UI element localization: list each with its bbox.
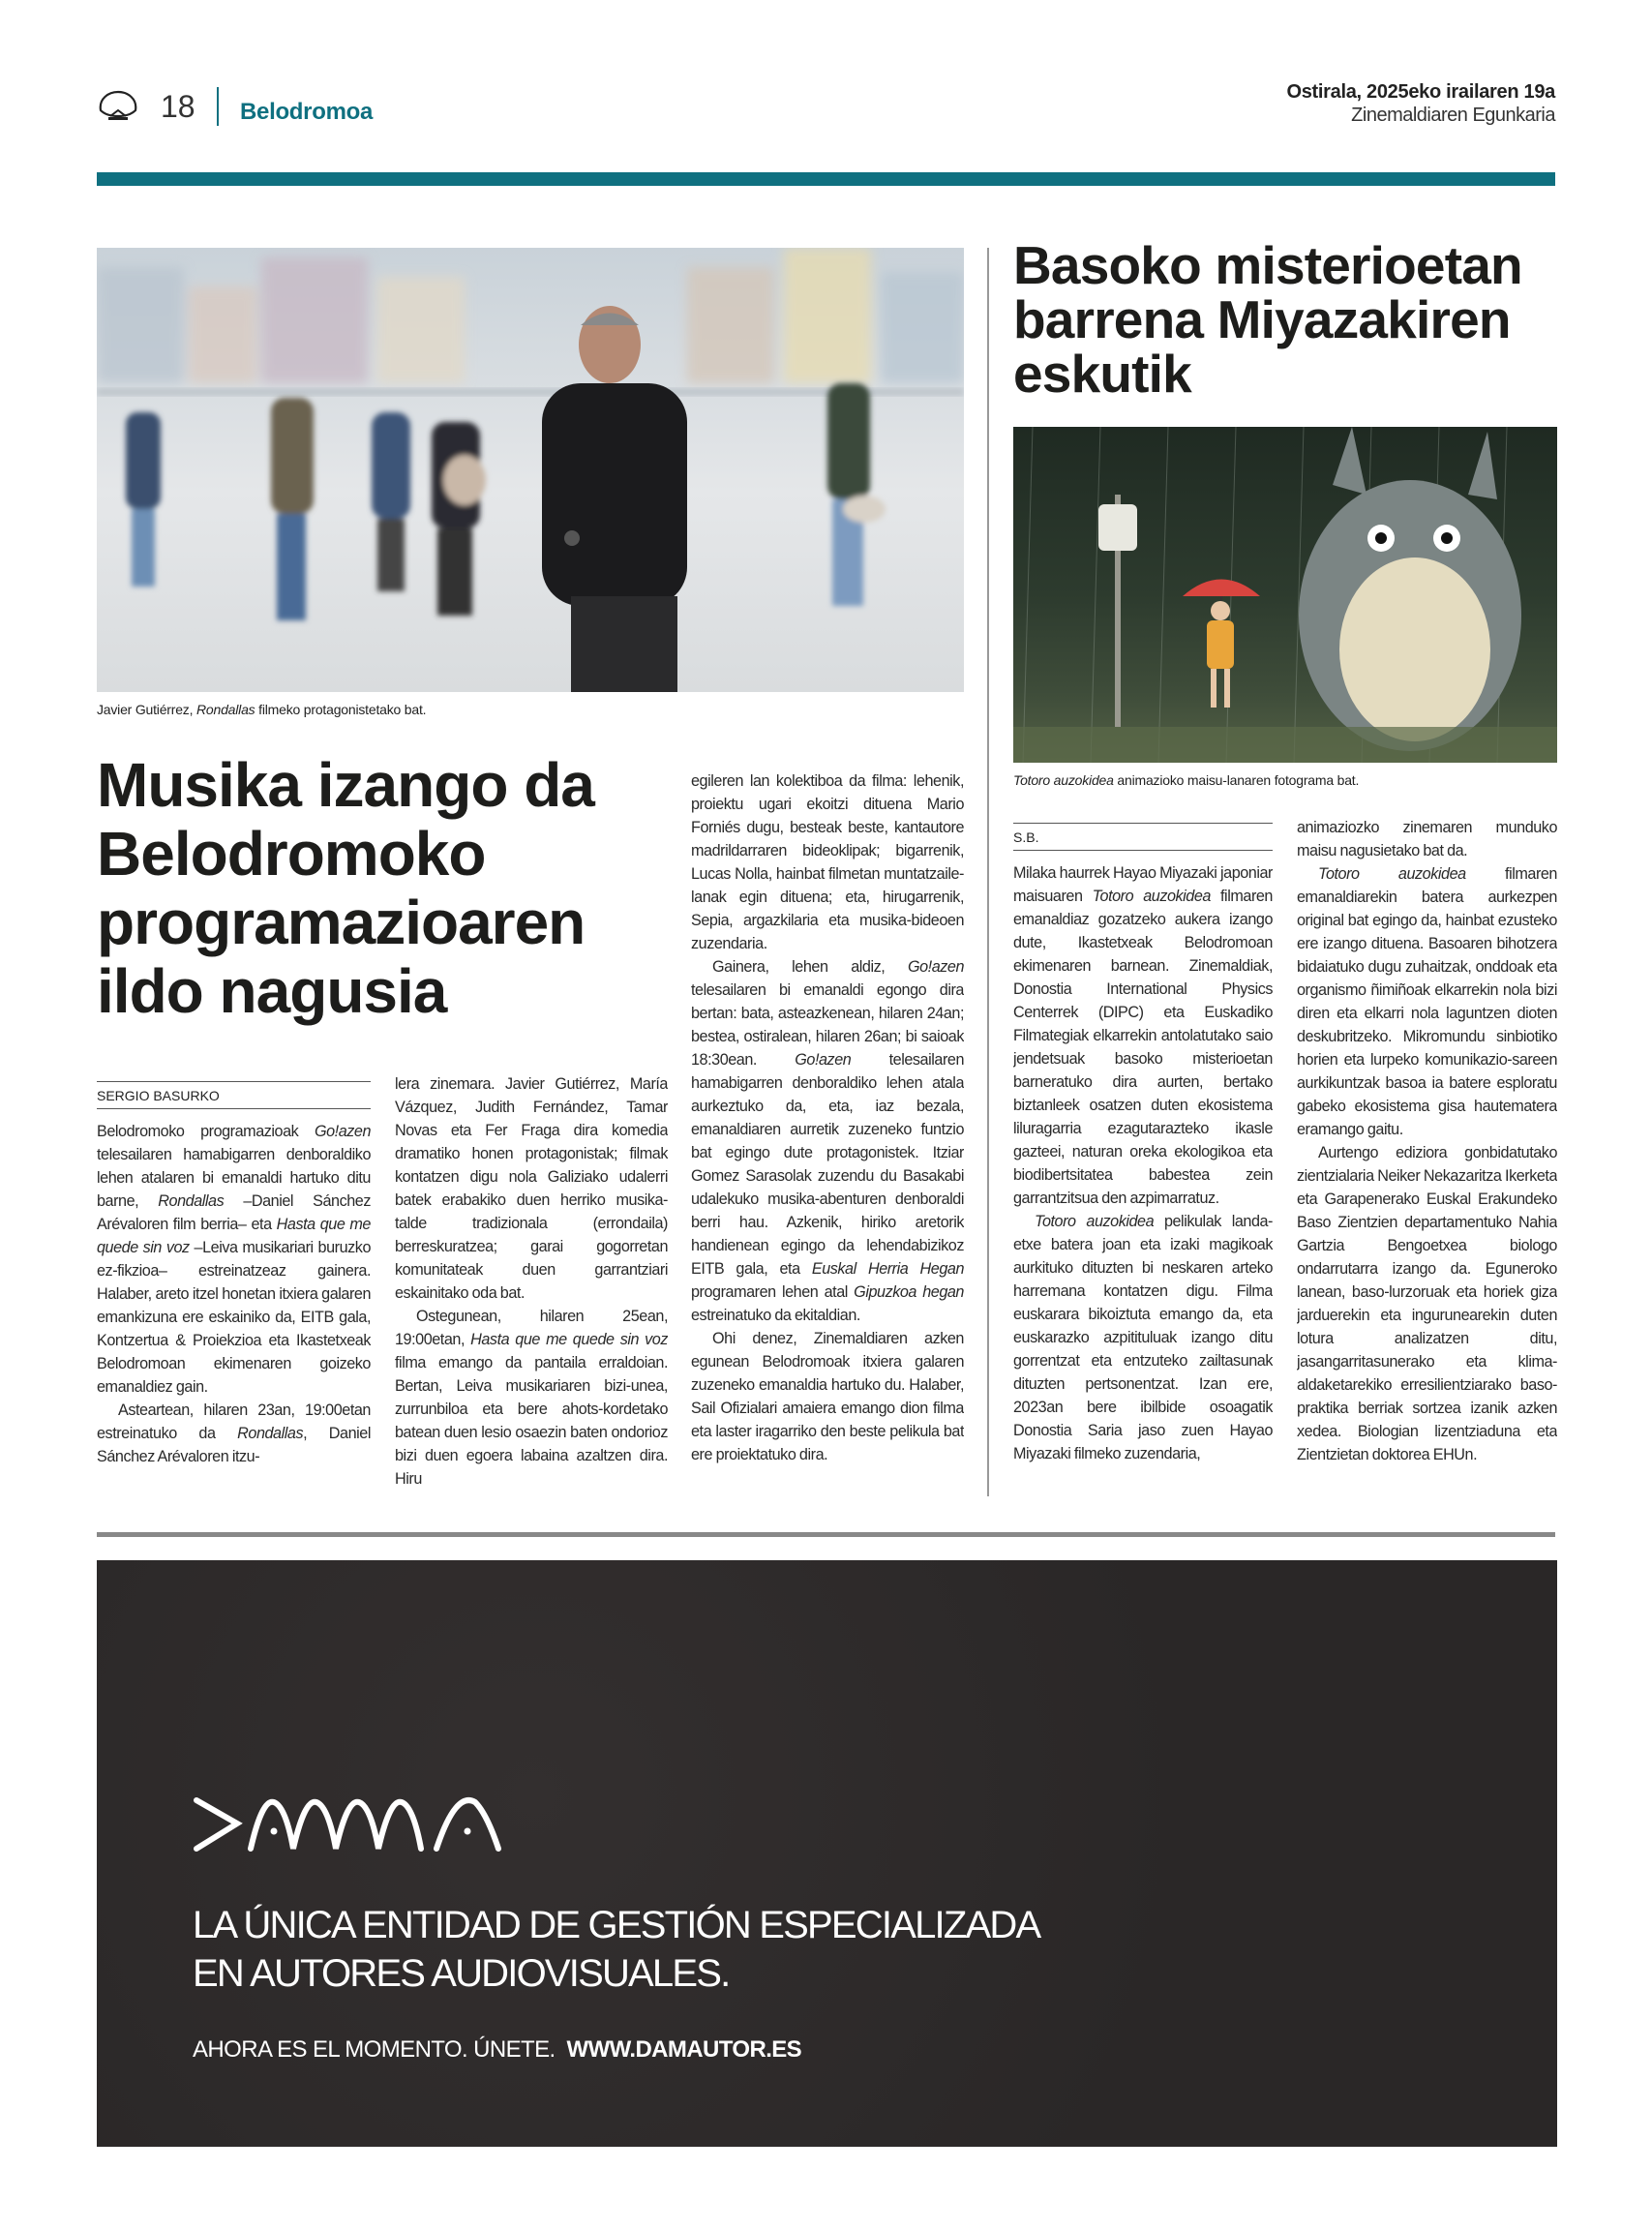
text-run: egileren lan kolektiboa da filma: lehenik, proiektu ugari ekoitzi dituena Mario Forniés dugu, besteak beste, kantautore madrildarraren bideoklipak; bigarrenik, Lucas Nolla, hainbat filmetan muntatzaile-lanak egin dituena; eta, hirugarrenik, Sepia, argazkilaria eta musika-bideoen zuzendaria. [691, 772, 964, 952]
side-article-column-1 [1013, 861, 1273, 1497]
dama-logo [193, 1794, 506, 1854]
italic-title-text: Rondallas [237, 1425, 304, 1442]
paragraph [1013, 861, 1273, 1210]
scallop-shell-icon [97, 89, 139, 124]
text-run: Milaka haurrek Hayao Miyazaki japoniar maisuaren [1013, 864, 1273, 905]
ad-headline [193, 1901, 1039, 1998]
text-run: Gainera, lehen aldiz, [712, 958, 908, 976]
issue-date: Ostirala, 2025eko irailaren 19a [1286, 81, 1555, 103]
side-article-byline: S.B. [1013, 823, 1273, 851]
ad-headline-line-2: EN AUTORES AUDIOVISUALES. [193, 1952, 730, 1995]
photo-scene [1013, 427, 1557, 763]
photo-caption-side [1013, 772, 1359, 788]
italic-title-text: Rondallas [196, 702, 255, 717]
header-divider [217, 87, 219, 126]
paragraph [97, 1120, 371, 1399]
paragraph [1297, 1141, 1557, 1466]
paragraph [1297, 862, 1557, 1141]
italic-title-text: Totoro [1013, 772, 1054, 788]
italic-title-text: Hasta que me quede sin voz [97, 1216, 371, 1256]
text-run: –Daniel Sánchez Arévaloren film berria– eta [97, 1192, 371, 1233]
text-run: estreinatuko da ekitaldian. [691, 1307, 860, 1324]
paragraph [691, 955, 964, 1327]
main-article-column-2 [395, 1072, 668, 1498]
text-run: telesailaren bi emanaldi egongo dira bertan: bata, asteazkenean, hilaren 24an; bestea, ostiralean, hilaren 26an; bi saioak 18:30ean. [691, 981, 964, 1069]
side-article-column-2 [1297, 816, 1557, 1497]
text-run: –Leiva musikariari buruzko ez-fikzioa– estreinatzeaz gainera. Halaber, areto itzel honetan itxiera galaren emankizuna ere eskainiko da, EITB gala, Kontzertua & Proiekzioa eta Ikastetxeak Belodromoan ekimenaren goizeko emanaldiez gain. [97, 1239, 371, 1396]
italic-title-text: Euskal Herria Hegan [811, 1260, 964, 1278]
main-article-headline: Musika izango da Belodromoko programazioaren ildo nagusia [97, 750, 594, 1026]
ad-headline-line-1: LA ÚNICA ENTIDAD DE GESTIÓN ESPECIALIZADA [193, 1904, 1040, 1946]
text-run: telesailaren hamabigarren denboraldiko lehen atalaren bi emanaldi hartuko ditu barne, [97, 1146, 371, 1210]
main-article-byline: SERGIO BASURKO [97, 1081, 371, 1109]
text-run: filma emango da pantaila erraldoian. Bertan, Leiva musikariaren bizi-unea, zurrunbiloa eta bere ahots-kordetako batean duen lesio osaezin baten ondorioz bizi duen egoera labaina azaltzen dira. Hiru [395, 1354, 668, 1488]
italic-title-text: Totoro auzokidea [1092, 888, 1211, 905]
text-run: , Daniel Sánchez Arévaloren itzu- [97, 1425, 371, 1465]
italic-title-text: Totoro auzokidea [1035, 1213, 1155, 1230]
paragraph [1013, 1210, 1273, 1465]
text-run: Javier Gutiérrez, [97, 702, 196, 717]
paragraph [691, 1327, 964, 1466]
text-run: filmaren emanaldiaz gozatzeko aukera izango dute, Ikastetxeak Belodromoan ekimenaren barnean. Zinemaldiak, Donostia International Physics Centerrek (DIPC) eta Euskadiko Filmategiak elkarrekin antolatutako saio jendetsuak basoko misterioetan barneratuko dira aurten, bertako biztanleek osatzen duten ekosistema liluragarria ezagutarazteko ikasle gazteei, naturan oreka ekologikoa eta biodibertsitatea babestea zein garrantzitsua den azpimarratuz. [1013, 888, 1273, 1207]
photo-scene [97, 248, 964, 692]
text-run: filmaren emanaldiarekin batera aurkezpen original bat egingo da, hainbat ezusteko ere izango dituena. Basoaren bihotzera bidaiatuko dugu zuhaitzak, onddoak eta organismo ñimiñoak elkarrekin nola bizi diren eta elkarri nola laguntzen dioten deskubritzeko. Mikromundu sinbiotiko horien eta lurpeko komunikazio-sareen aurkikuntzak basoa ia batere esploratu gabeko ekosistema gisa hautematera eramango gaitu. [1297, 865, 1557, 1138]
italic-title-text: Totoro auzokidea [1318, 865, 1466, 883]
italic-title-text: Gipuzkoa hegan [854, 1283, 964, 1301]
text-run: pelikulak landa-etxe batera joan eta izaki magikoak aurkituko dituzten bi neskaren arteko harremana kontatzen digu. Filma euskarara bikoiztuta emango da, eta euskarazko azpitituluak izango ditu gorrentzat eta entzuteko zailtasunak dituzten pertsonentzat. Izan ere, 2023an bere ibilbide osoagatik Donostia Saria jaso zuen Hayao Miyazaki filmeko zuzendaria, [1013, 1213, 1273, 1462]
paragraph [97, 1399, 371, 1468]
ad-tagline [193, 2036, 801, 2064]
text-run: Aurtengo ediziora gonbidatutako zientzialaria Neiker Nekazaritza Ikerketa eta Garapenerako Euskal Erakundeko Baso Zientzien departamentuko Nahia Gartzia Bengoetxea biologo ondarrutarra izango da. Eguneroko lanean, baso-lurzoruak eta horiek giza jarduerekin eta ingurunearekin duten lotura analizatzen ditu, jasangarritasunerako eta klima-aldaketarekiko erresilientziarako baso-praktika berriak sortzea izanik azken xedea. Biologian lizentziaduna eta Zientzietan doktorea EHUn. [1297, 1144, 1557, 1463]
ad-tagline-text: AHORA ES EL MOMENTO. ÚNETE. [193, 2036, 556, 2063]
article-photo-rondallas [97, 248, 964, 692]
text-run: Ostegunean, hilaren 25ean, 19:00etan, [395, 1308, 668, 1348]
italic-title-text: Go!azen [314, 1123, 371, 1140]
text-run: filmeko protagonistetako bat. [255, 702, 427, 717]
text-run: animaziozko zinemaren munduko maisu nagusietako bat da. [1297, 819, 1557, 859]
text-run: Belodromoko programazioak [97, 1123, 315, 1140]
ad-url-link[interactable]: WWW.DAMAUTOR.ES [566, 2036, 802, 2063]
italic-title-text: Rondallas [158, 1192, 225, 1210]
paragraph [1297, 816, 1557, 862]
header-bar [97, 172, 1555, 186]
ad-separator-rule [97, 1532, 1555, 1537]
paragraph [395, 1072, 668, 1305]
photo-caption-main [97, 702, 426, 717]
publication-name: Zinemaldiaren Egunkaria [1351, 105, 1555, 126]
paragraph [691, 769, 964, 955]
text-run: programaren lehen atal [691, 1283, 855, 1301]
page-number: 18 [161, 89, 195, 124]
text-run: telesailaren hamabigarren denboraldiko lehen atala aurkeztuko da, eta, iaz bezala, emanaldiaren aurretik zuzeneko funtzio bat egingo dute protagonistek. Itziar Gomez Sarasolak zuzendu du Basakabi udalekuko musika-abenturen denboraldi berri hau. Azkenik, hiriko aretorik handienean egingo da lehendabizikoz EITB gala, eta [691, 1051, 964, 1278]
italic-title-text: Go!azen [907, 958, 964, 976]
italic-title-text: Go!azen [795, 1051, 852, 1069]
section-title: Belodromoa [240, 99, 374, 125]
main-article-column-3 [691, 769, 964, 1497]
column-divider [987, 248, 989, 1496]
text-run: lera zinemara. Javier Gutiérrez, María Vázquez, Judith Fernández, Tamar Novas eta Fer Fraga dira komedia dramatiko honen protagonistak; filmak kontatzen digu nola Galiziako udalerri batek erabakiko duen herriko musika-talde tradizionala (errondaila) berreskuratzea; garai gogorretan komunitateak duen garrantziari eskainitako oda bat. [395, 1075, 668, 1302]
italic-title-text: Hasta que me quede sin voz [470, 1331, 668, 1348]
article-photo-totoro [1013, 427, 1557, 763]
side-article-headline: Basoko misterioetan barrena Miyazakiren eskutik [1013, 235, 1522, 404]
text-run: Asteartean, hilaren 23an, 19:00etan estreinatuko da [97, 1401, 371, 1442]
italic-title-text: auzokidea [1053, 772, 1114, 788]
dama-advertisement[interactable] [97, 1560, 1557, 2147]
paragraph [395, 1305, 668, 1491]
text-run: Ohi denez, Zinemaldiaren azken egunean Belodromoak itxiera galaren zuzeneko emanaldia hartuko du. Halaber, Sail Ofizialari amaiera emango dion filma eta laster iragarriko den beste pelikula bat ere proiektatuko dira. [691, 1330, 964, 1463]
text-run: animazioko maisu-lanaren fotograma bat. [1113, 772, 1360, 788]
main-article-column-1 [97, 1120, 371, 1497]
